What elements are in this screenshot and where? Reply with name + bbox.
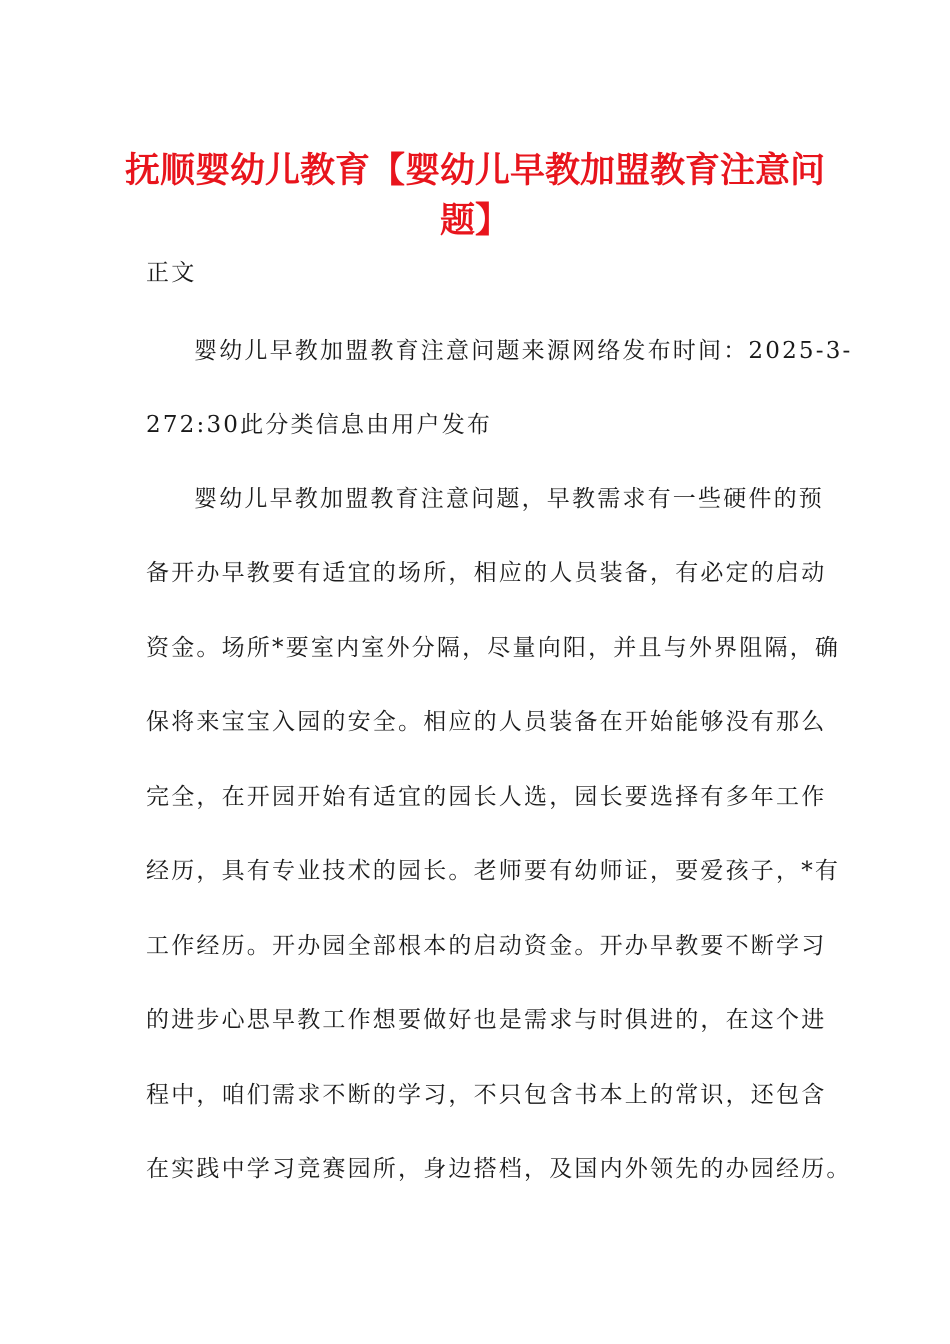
paragraph-line: 资金。场所*要室内室外分隔，尽量向阳，并且与外界阻隔，确: [146, 635, 841, 661]
paragraph-line: 工作经历。开办园全部根本的启动资金。开办早教要不断学习: [146, 933, 827, 959]
paragraph-line: 完全，在开园开始有适宜的园长人选，园长要选择有多年工作: [146, 784, 827, 810]
paragraph-line: 婴幼儿早教加盟教育注意问题来源网络发布时间：2025-3-: [194, 338, 853, 364]
paragraph-line: 备开办早教要有适宜的场所，相应的人员装备，有必定的启动: [146, 560, 827, 586]
paragraph-line: 婴幼儿早教加盟教育注意问题，早教需求有一些硬件的预: [194, 486, 824, 512]
paragraph-line: 经历，具有专业技术的园长。老师要有幼师证，要爱孩子，*有: [146, 858, 841, 884]
paragraph-line: 的进步心思早教工作想要做好也是需求与时俱进的，在这个进: [146, 1007, 827, 1033]
paragraph-line: 在实践中学习竞赛园所，身边搭档，及国内外领先的办园经历。: [146, 1156, 852, 1182]
paragraph-line: 272:30此分类信息由用户发布: [146, 412, 493, 438]
paragraph-line: 程中，咱们需求不断的学习，不只包含书本上的常识，还包含: [146, 1082, 827, 1108]
section-label: 正文: [146, 260, 197, 286]
paragraph-line: 保将来宝宝入园的安全。相应的人员装备在开始能够没有那么: [146, 709, 827, 735]
document-title: 抚顺婴幼儿教育【婴幼儿早教加盟教育注意问题】: [124, 151, 825, 241]
